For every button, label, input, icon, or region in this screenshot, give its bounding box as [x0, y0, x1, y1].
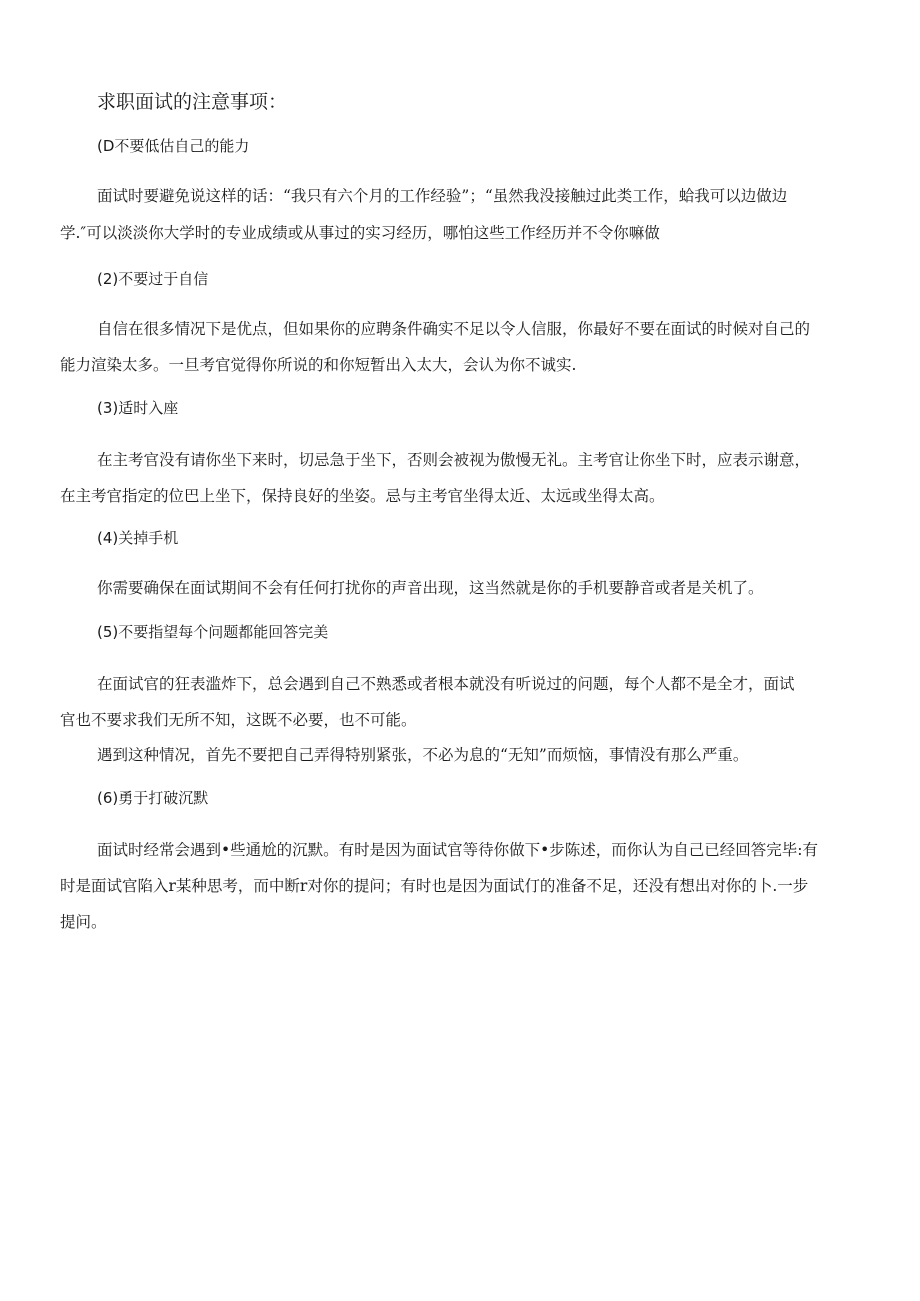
- section-heading-3: (3)适时入座: [97, 399, 179, 417]
- section-heading-4: (4)关掉手机: [97, 529, 179, 547]
- paragraph-line: 在主考官没有请你坐下来时，切忌急于坐下，否则会被视为傲慢无礼。主考官让你坐下时，应表示谢意，: [97, 451, 811, 469]
- paragraph-line: 官也不要求我们无所不知，这既不必要，也不可能。: [60, 711, 417, 729]
- paragraph-line: 你需要确保在面试期间不会有任何打扰你的声音出现，这当然就是你的手机要静音或者是关机了。: [97, 579, 764, 597]
- paragraph-line: 学.″可以淡淡你大学时的专业成绩或从事过的实习经历，哪怕这些工作经历并不令你嘛做: [60, 224, 660, 242]
- paragraph-line: 自信在很多情况下是优点，但如果你的应聘条件确实不足以令人信服，你最好不要在面试的时候对自己的: [97, 320, 811, 338]
- paragraph-line: 遇到这种情况，首先不要把自己弄得特别紧张，不必为息的“无知”而烦恼，事情没有那么严重。: [97, 746, 749, 764]
- paragraph-line: 时是面试官陷入r某种思考，而中断r对你的提问；有时也是因为面试仃的准备不足，还没有想出对你的卜.一步: [60, 877, 809, 895]
- document-title: 求职面试的注意事项：: [97, 91, 288, 113]
- paragraph-line: 在主考官指定的位巴上坐下，保持良好的坐姿。忌与主考官坐得太近、太远或坐得太高。: [60, 487, 665, 505]
- section-heading-1: (D不要低估自己的能力: [97, 137, 250, 155]
- paragraph-line: 提问。: [60, 913, 107, 931]
- paragraph-line: 在面试官的狂表滥炸下，总会遇到自己不熟悉或者根本就没有听说过的问题，每个人都不是全才，面试: [97, 675, 795, 693]
- section-heading-5: (5)不要指望每个问题都能回答完美: [97, 623, 329, 641]
- section-heading-2: (2)不要过于自信: [97, 270, 209, 288]
- paragraph-line: 能力渲染太多。一旦考官觉得你所说的和你短暂出入太大，会认为你不诚实.: [60, 356, 577, 374]
- paragraph-line: 面试时要避免说这样的话：“我只有六个月的工作经验”；“虽然我没接触过此类工作，蛤我可以边做边: [97, 187, 788, 205]
- section-heading-6: (6)勇于打破沉默: [97, 789, 209, 807]
- paragraph-line: 面试时经常会遇到•些通尬的沉默。有时是因为面试官等待你做下•步陈述，而你认为自己已经回答完毕:有: [97, 841, 819, 859]
